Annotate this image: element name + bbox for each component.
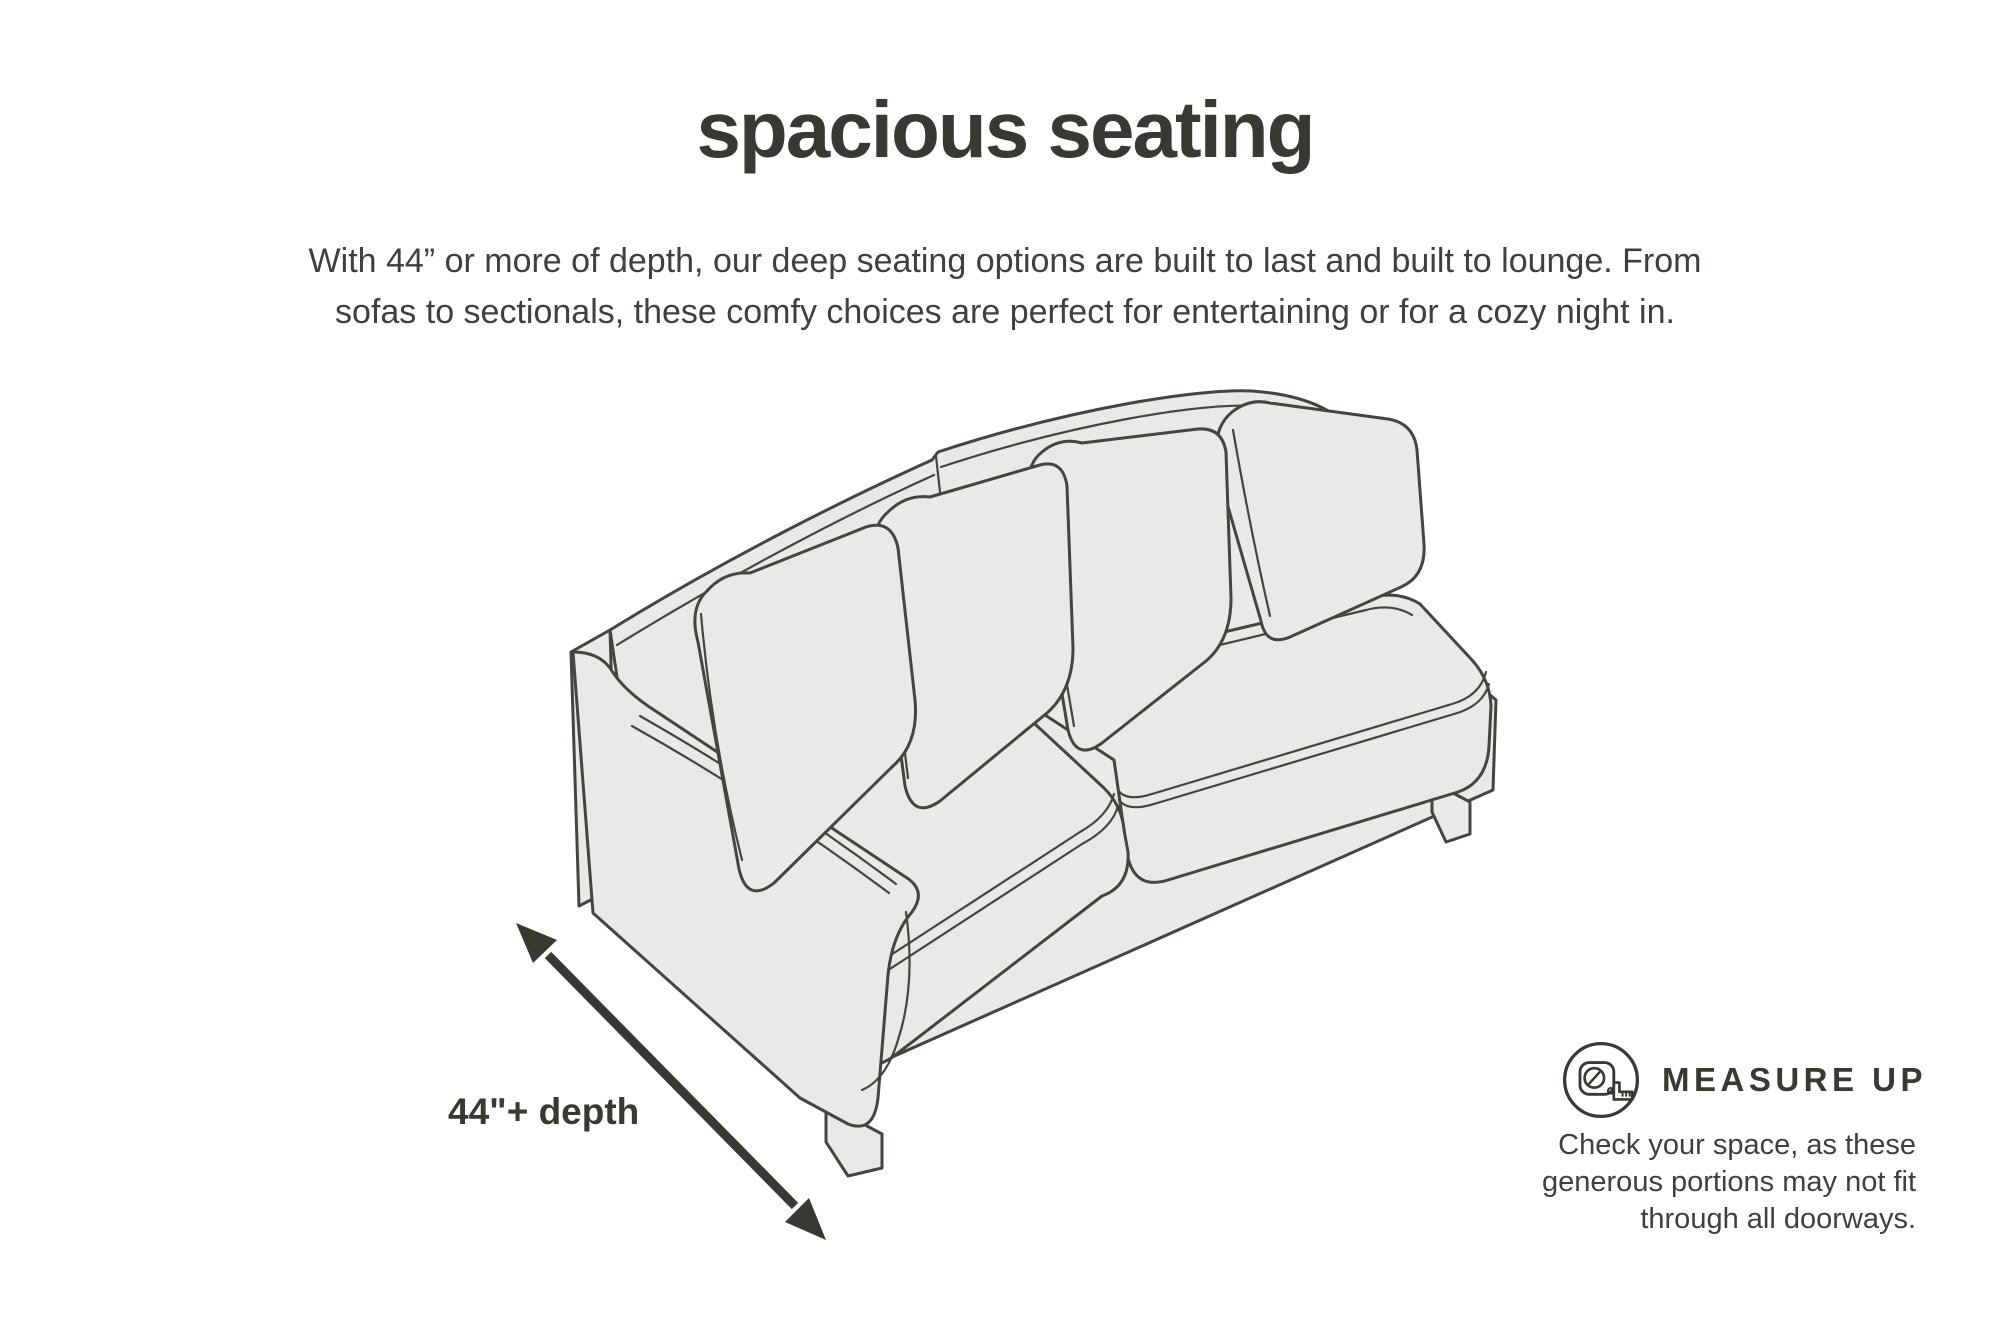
measure-up-line-3: through all doorways. bbox=[1640, 1203, 1916, 1235]
measure-up-line-2: generous portions may not fit bbox=[1542, 1166, 1916, 1198]
measure-up-heading: MEASURE UP bbox=[1662, 1061, 1928, 1098]
measure-up-line-1: Check your space, as these bbox=[1558, 1129, 1916, 1161]
subtitle-line-1: With 44” or more of depth, our deep seating options are built to last and built to lounge. From bbox=[308, 242, 1702, 280]
sofa-illustration bbox=[571, 391, 1496, 1176]
subtitle-line-2: sofas to sectionals, these comfy choices are perfect for entertaining or for a cozy night in. bbox=[335, 293, 1675, 331]
depth-label: 44"+ depth bbox=[448, 1091, 640, 1132]
page-title: spacious seating bbox=[696, 85, 1314, 174]
tape-measure-icon bbox=[1560, 1039, 1642, 1121]
measure-up-text bbox=[1446, 1127, 1916, 1238]
